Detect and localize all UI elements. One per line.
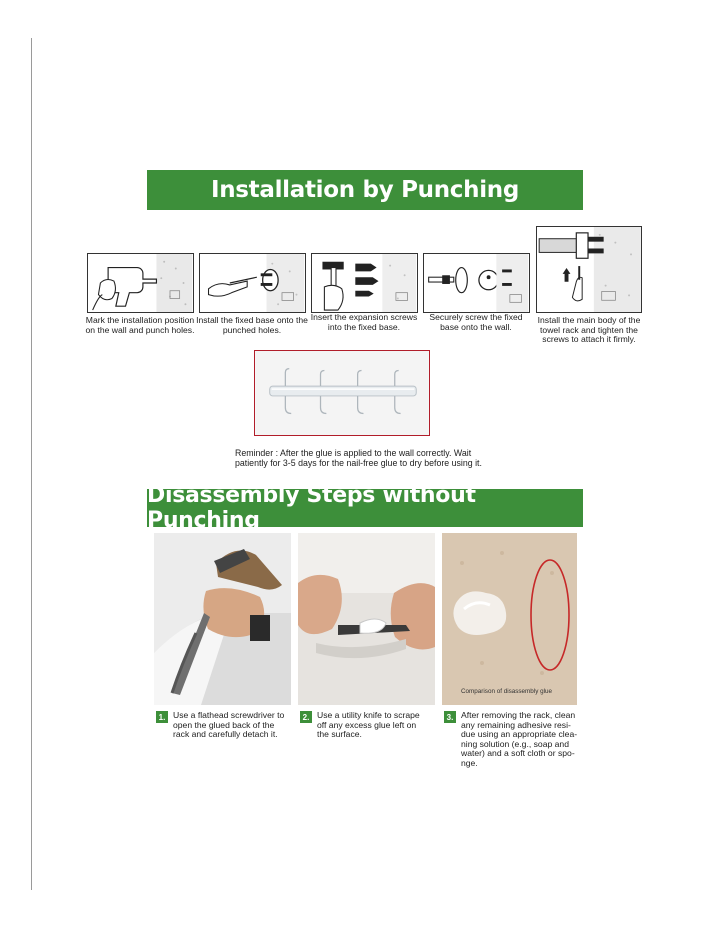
step-5-mount-image <box>536 226 642 313</box>
disassembly-step-3 <box>444 711 580 769</box>
disassembly-photo-3 <box>442 533 577 705</box>
disassembly-photo-1 <box>154 533 291 705</box>
screwdriver-photo-icon <box>154 533 291 705</box>
installation-title-banner: Installation by Punching <box>147 170 583 210</box>
step-number-badge: 2. <box>300 711 312 723</box>
step-1-drill-image <box>87 253 194 313</box>
reminder-text: Reminder : After the glue is applied to the wall correctly. Wait patiently for 3-5 days for the nail-free glue to dry before using it. <box>235 448 482 469</box>
step-number-badge: 3. <box>444 711 456 723</box>
utility-knife-photo-icon <box>298 533 435 705</box>
disassembly-step-2-text: Use a utility knife to scrape off any excess glue left on the surface. <box>317 710 420 740</box>
towel-rack-image <box>254 350 430 436</box>
step-4-screw-base-image <box>423 253 530 313</box>
disassembly-step-2 <box>300 711 426 740</box>
mount-body-icon <box>537 227 641 312</box>
disassembly-step-3-text: After removing the rack, clean any remaining adhesive resi-due using an appropriate clea-ning solution (e.g., soap and water) and a soft cloth or spo-nge. <box>461 710 578 768</box>
disassembly-photo-2 <box>298 533 435 705</box>
step-number-badge: 1. <box>156 711 168 723</box>
photo-3-caption: Comparison of disassembly glue <box>461 688 552 695</box>
step-4-caption: Securely screw the fixed base onto the wall. <box>429 312 523 332</box>
step-5-caption: Install the main body of the towel rack and tighten the screws to attach it firmly. <box>537 315 641 345</box>
disassembly-step-1 <box>156 711 292 740</box>
disassembly-title-banner: Disassembly Steps without Punching <box>147 489 583 527</box>
step-2-base-image <box>199 253 306 313</box>
hammer-screw-icon <box>312 254 417 312</box>
left-margin-rule <box>31 38 32 890</box>
step-2-caption: Install the fixed base onto the punched holes. <box>196 315 308 335</box>
step-3-caption: Insert the expansion screws into the fixed base. <box>310 312 418 332</box>
base-install-icon <box>200 254 305 312</box>
towel-rack-icon <box>255 351 429 435</box>
drill-icon <box>88 254 193 312</box>
glue-comparison-photo-icon <box>442 533 577 705</box>
disassembly-step-1-text: Use a flathead screwdriver to open the glued back of the rack and carefully detach it. <box>173 710 285 740</box>
step-3-hammer-image <box>311 253 418 313</box>
screw-base-icon <box>424 254 529 312</box>
step-1-caption: Mark the installation position on the wall and punch holes. <box>85 315 195 335</box>
